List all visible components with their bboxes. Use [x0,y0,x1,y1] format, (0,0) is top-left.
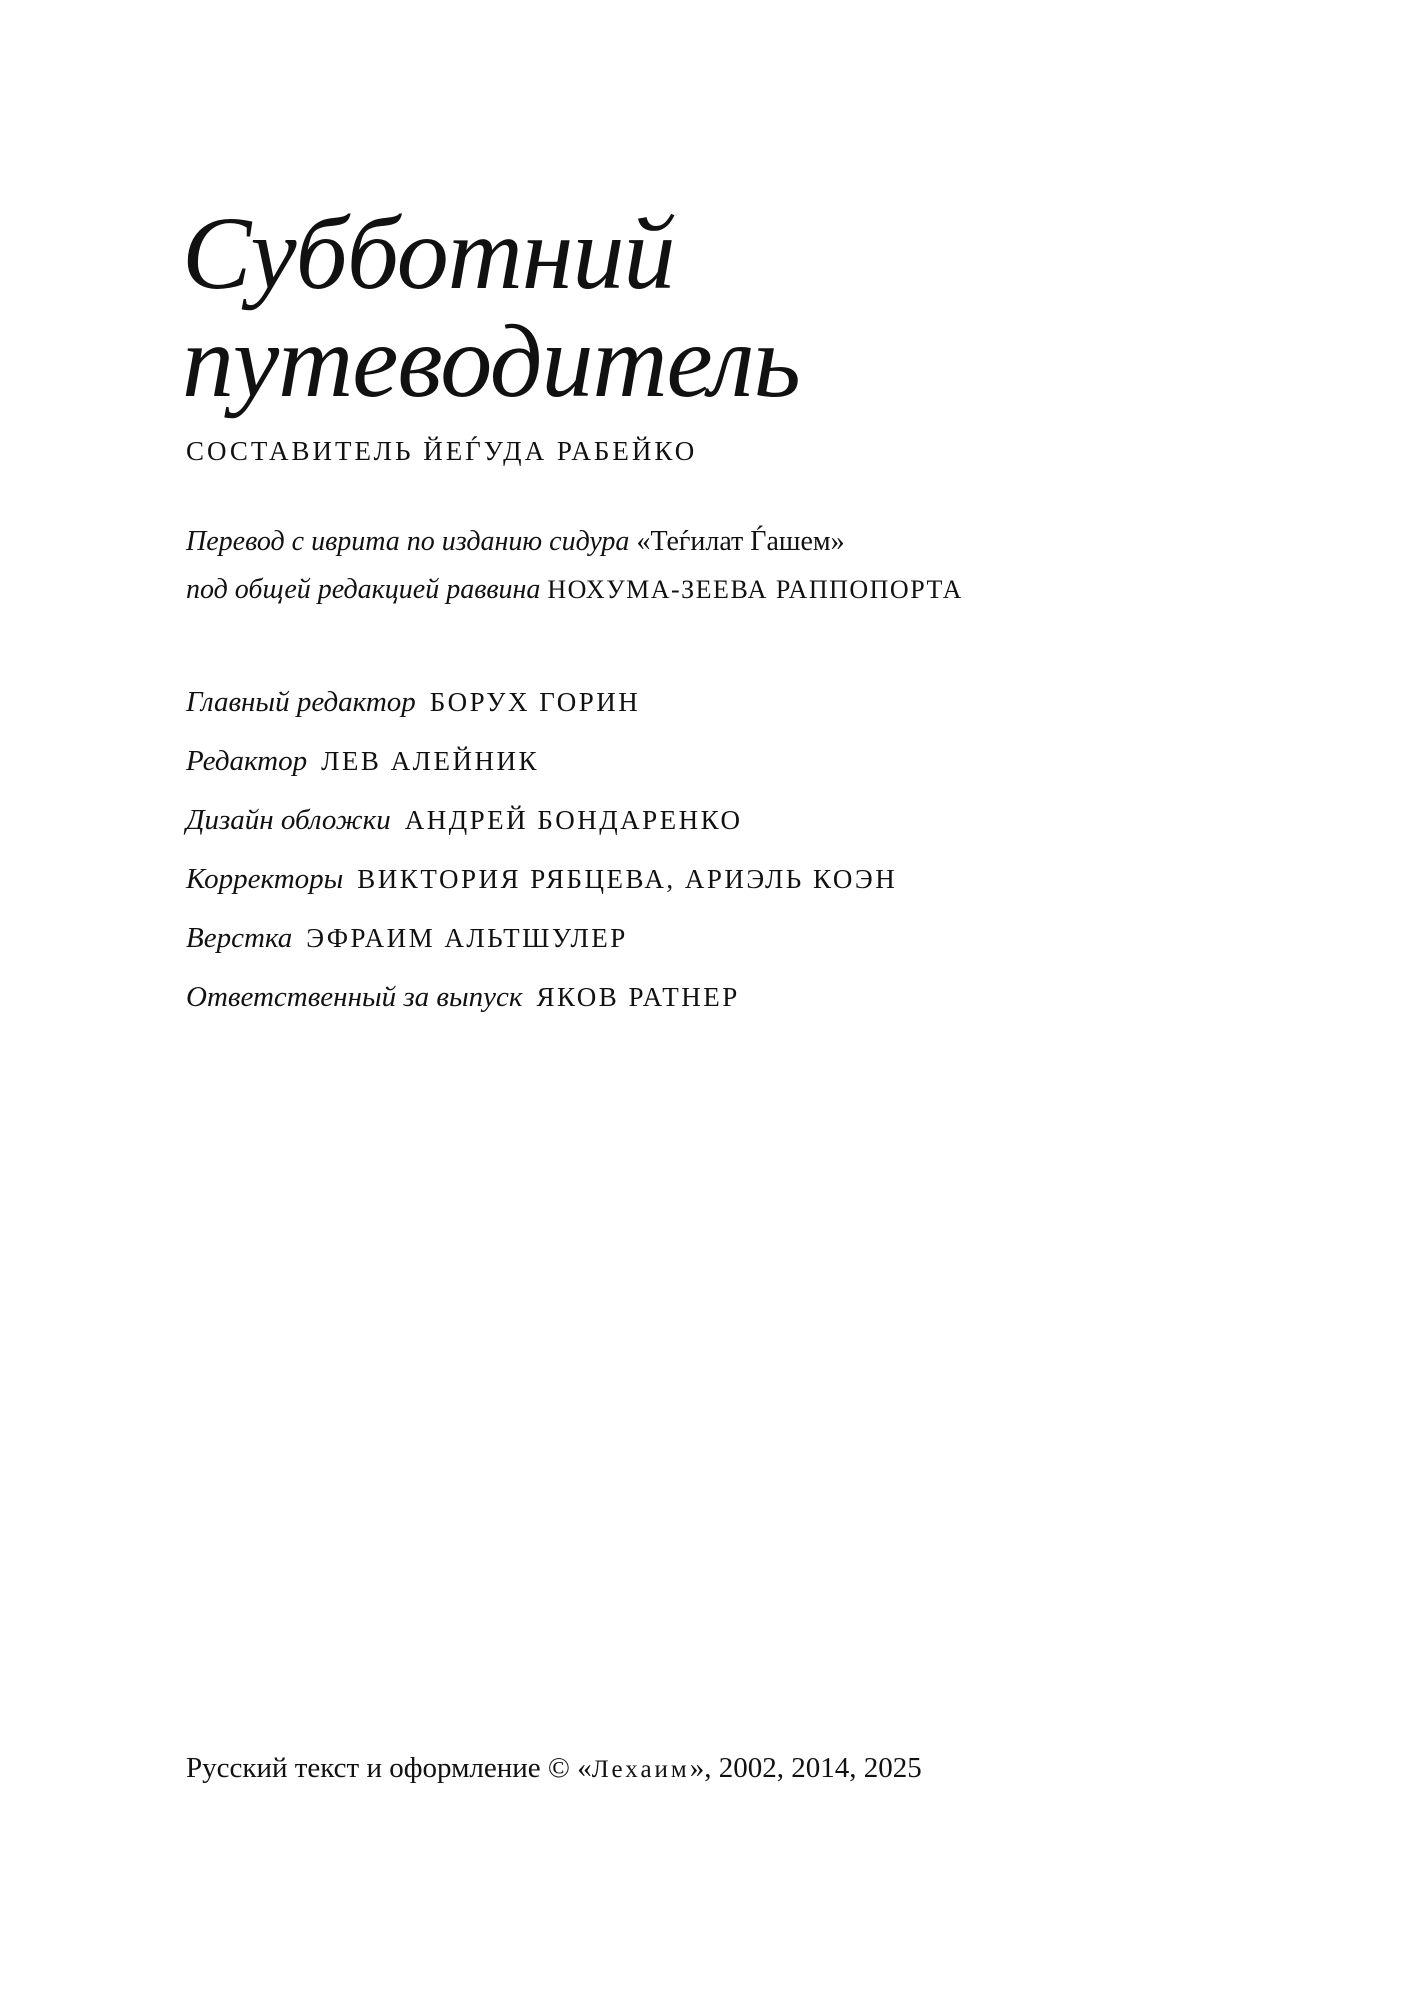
credit-name: ЭФРАИМ АЛЬТШУЛЕР [306,923,628,953]
compiler-credit: СОСТАВИТЕЛЬ ЙЕЃУДА РАБЕЙКО [186,436,698,466]
book-title [182,196,800,419]
publisher-name: Лехаим [591,1756,690,1783]
translation-source-label: Перевод с иврита по изданию сидура [186,526,630,557]
credit-item [186,973,897,1032]
credit-name: БОРУХ ГОРИН [429,687,641,717]
translation-line-1 [186,518,963,566]
credit-role: Корректоры [186,863,344,895]
credit-name: АНДРЕЙ БОНДАРЕНКО [404,805,743,835]
translation-editor-name: НОХУМА-ЗЕЕВА РАППОПОРТА [547,575,963,604]
credits-list [186,678,897,1032]
credit-name: ЯКОВ РАТНЕР [536,982,740,1012]
credit-item [186,737,897,796]
credit-role: Верстка [186,922,293,954]
credit-name: ВИКТОРИЯ РЯБЦЕВА, АРИЭЛЬ КОЭН [357,864,898,894]
credit-item [186,678,897,737]
book-title-line-2: путеводитель [182,304,800,419]
translation-editor-label: под общей редакцией раввина [186,574,541,605]
credit-role: Редактор [186,745,308,777]
credit-name: ЛЕВ АЛЕЙНИК [321,746,539,776]
credit-role: Ответственный за выпуск [186,981,523,1013]
credit-role: Дизайн обложки [186,804,391,836]
credit-item [186,796,897,855]
copyright-suffix: », 2002, 2014, 2025 [689,1752,922,1784]
credit-item [186,914,897,973]
copyright-prefix: Русский текст и оформление © « [186,1752,592,1784]
translation-note [186,518,963,614]
book-title-line-1: Субботний [182,196,675,311]
copyright-notice [186,1752,922,1785]
credit-item [186,855,897,914]
translation-line-2 [186,566,963,614]
credit-role: Главный редактор [186,686,416,718]
translation-source-title: «Теѓилат Ѓашем» [636,526,845,557]
